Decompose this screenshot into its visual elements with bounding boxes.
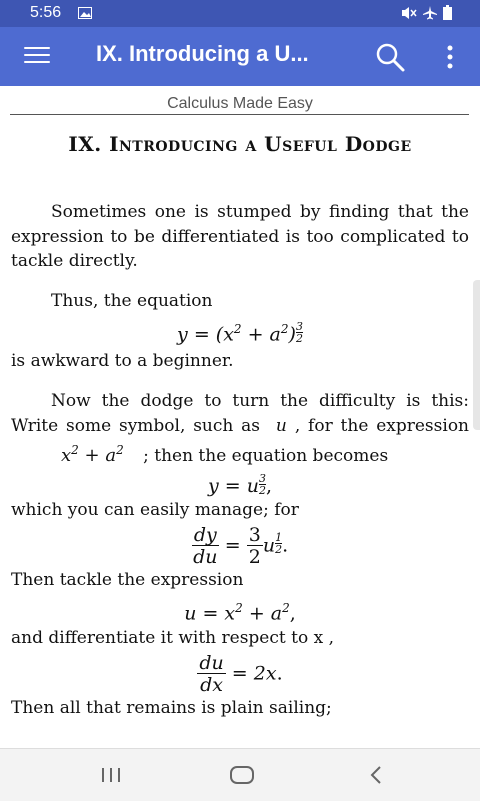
- chapter-title: IX. Introducing a Useful Dodge: [68, 132, 412, 156]
- page-title: IX. Introducing a U...: [96, 41, 309, 66]
- paragraph-intro: Sometimes one is stumped by finding that the expression to be differentiated is too complicated to tackle directly.: [11, 202, 469, 271]
- equation-3: $\frac{dy}{du}$ = $\frac{3}{2}$ u $\frac{1}{2}$ .: [193, 523, 289, 568]
- status-time: 5:56: [30, 4, 62, 21]
- status-bar: [0, 0, 480, 27]
- paragraph-awkward: is awkward to a beginner.: [11, 350, 234, 371]
- system-nav-bar: [0, 748, 480, 801]
- paragraph-dodge: [11, 389, 469, 469]
- header-divider: [10, 114, 469, 115]
- chapter-content: [11, 200, 469, 720]
- equation-5: $\frac{du}{dx}$ = 2x.: [199, 651, 283, 696]
- scroll-handle[interactable]: [473, 280, 480, 430]
- back-icon[interactable]: [362, 763, 392, 787]
- book-title-header: Calculus Made Easy: [167, 95, 313, 112]
- dodge-text-mid: , for the expression: [294, 415, 470, 436]
- search-icon[interactable]: [374, 41, 406, 73]
- hamburger-menu-icon[interactable]: [24, 47, 50, 65]
- paragraph-plain-sailing: Then all that remains is plain sailing;: [11, 697, 332, 718]
- paragraph-equation-intro: Thus, the equation: [51, 290, 213, 311]
- equation-4: $u = x^2 + a^2$,: [184, 601, 296, 625]
- airplane-mode-icon: [423, 6, 437, 20]
- paragraph-differentiate: and differentiate it with respect to x ,: [11, 628, 334, 649]
- dodge-text-end: ; then the equation becomes: [143, 446, 389, 467]
- paragraph-tackle: Then tackle the expression: [11, 569, 244, 590]
- battery-icon: [443, 5, 452, 20]
- dodge-expression: $x^2 + a^2$: [61, 443, 124, 467]
- paragraph-manage: which you can easily manage; for: [11, 500, 299, 521]
- equation-1: $y = (x^2 + a^2)$ $\frac{3}{2}$: [177, 320, 303, 346]
- gallery-notification-icon: [78, 6, 92, 24]
- more-vertical-icon[interactable]: [440, 43, 460, 71]
- dodge-text-start: Now the dodge to turn the difficulty is this: Write some symbol, such as: [11, 391, 469, 436]
- equation-2: y = u $\frac{3}{2}$ ,: [207, 471, 273, 497]
- status-icons: [401, 5, 452, 20]
- home-icon[interactable]: [227, 763, 257, 787]
- dodge-symbol: u: [275, 415, 287, 436]
- app-bar: [0, 27, 480, 86]
- recent-apps-icon[interactable]: [96, 763, 126, 787]
- mute-icon: [401, 6, 417, 20]
